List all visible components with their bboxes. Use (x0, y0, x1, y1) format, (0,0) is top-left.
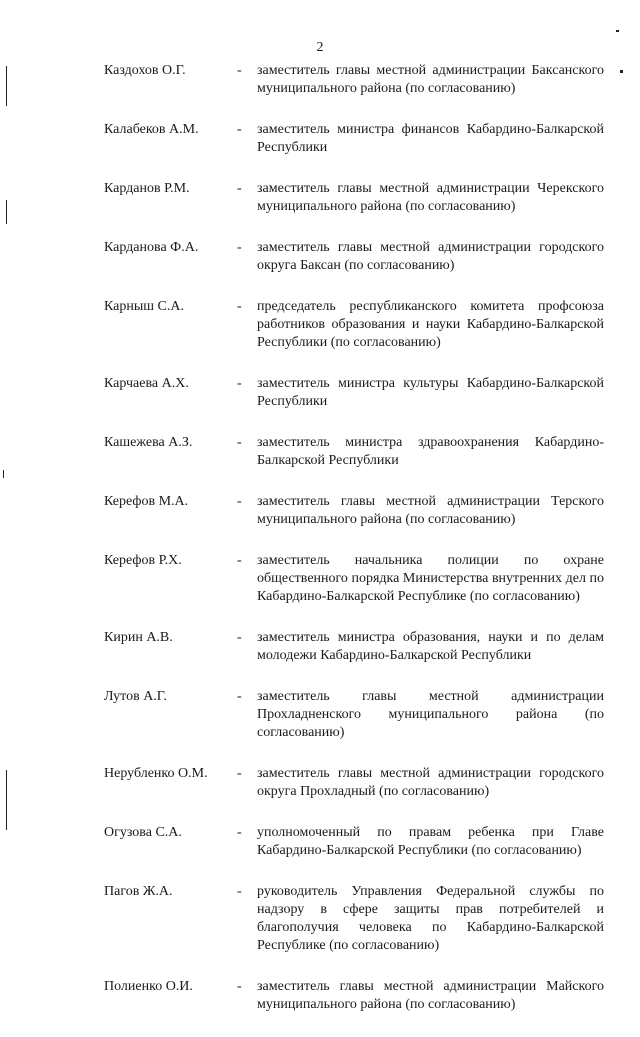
member-entry (104, 493, 604, 529)
member-entry (104, 978, 604, 1014)
member-name: Карданов Р.М. (104, 181, 190, 196)
member-role: уполномоченный по правам ребенка при Главе Кабардино-Балкарской Республики (по согласованию) (257, 825, 604, 858)
member-entry (104, 883, 604, 955)
member-role: руководитель Управления Федеральной службы по надзору в сфере защиты прав потребителей и благополучия человека по Кабардино-Балкарской Республике (по согласованию) (257, 884, 604, 953)
member-entry (104, 688, 604, 742)
scan-edge-mark (3, 470, 4, 478)
dash-separator: - (237, 884, 242, 899)
dash-separator: - (237, 376, 242, 391)
member-role: председатель республиканского комитета профсоюза работников образования и науки Кабардино-Балкарской Республики (по согласованию) (257, 299, 604, 350)
dash-separator: - (237, 689, 242, 704)
member-role: заместитель главы местной администрации городского округа Баксан (по согласованию) (257, 240, 604, 273)
member-name: Огузова С.А. (104, 825, 182, 840)
member-name: Лутов А.Г. (104, 689, 167, 704)
dash-separator: - (237, 181, 242, 196)
member-role: заместитель главы местной администрации Майского муниципального района (по согласованию) (257, 979, 604, 1012)
member-name: Полиенко О.И. (104, 979, 193, 994)
member-name: Кирин А.В. (104, 630, 173, 645)
member-role: заместитель главы местной администрации Терского муниципального района (по согласованию) (257, 494, 604, 527)
dash-separator: - (237, 494, 242, 509)
member-role: заместитель начальника полиции по охране общественного порядка Министерства внутренних дел по Кабардино-Балкарской Республике (по согласованию) (257, 553, 604, 604)
dash-separator: - (237, 435, 242, 450)
member-name: Карчаева А.Х. (104, 376, 189, 391)
member-role: заместитель министра образования, науки и по делам молодежи Кабардино-Балкарской Республики (257, 630, 604, 663)
member-name: Карданова Ф.А. (104, 240, 199, 255)
member-entry (104, 62, 604, 98)
dash-separator: - (237, 825, 242, 840)
member-name: Калабеков А.М. (104, 122, 199, 137)
member-entry (104, 552, 604, 606)
dash-separator: - (237, 766, 242, 781)
member-role: заместитель министра здравоохранения Кабардино-Балкарской Республики (257, 435, 604, 468)
member-role: заместитель главы местной администрации Прохладненского муниципального района (по согласованию) (257, 689, 604, 740)
dash-separator: - (237, 63, 242, 78)
member-name: Кашежева А.З. (104, 435, 193, 450)
member-name: Карныш С.А. (104, 299, 184, 314)
member-role: заместитель главы местной администрации Баксанского муниципального района (по согласованию) (257, 63, 604, 96)
scan-edge-mark (6, 66, 7, 106)
member-entry (104, 824, 604, 860)
member-name: Керефов М.А. (104, 494, 189, 509)
dash-separator: - (237, 979, 242, 994)
member-name: Керефов Р.Х. (104, 553, 182, 568)
dash-separator: - (237, 122, 242, 137)
member-name: Нерубленко О.М. (104, 766, 208, 781)
member-list (104, 62, 604, 1037)
member-entry (104, 180, 604, 216)
member-role: заместитель главы местной администрации городского округа Прохладный (по согласованию) (257, 766, 604, 799)
member-role: заместитель министра финансов Кабардино-Балкарской Республики (257, 122, 604, 155)
member-entry (104, 765, 604, 801)
scan-edge-mark (6, 770, 7, 830)
scan-edge-mark (6, 200, 7, 224)
member-entry (104, 239, 604, 275)
member-entry (104, 375, 604, 411)
dash-separator: - (237, 630, 242, 645)
member-name: Пагов Ж.А. (104, 884, 173, 899)
dash-separator: - (237, 240, 242, 255)
member-name: Каздохов О.Г. (104, 63, 186, 78)
member-entry (104, 629, 604, 665)
member-entry (104, 434, 604, 470)
member-role: заместитель министра культуры Кабардино-Балкарской Республики (257, 376, 604, 409)
member-entry (104, 121, 604, 157)
member-role: заместитель главы местной администрации Черекского муниципального района (по согласованию) (257, 181, 604, 214)
dash-separator: - (237, 553, 242, 568)
page-number: 2 (316, 40, 324, 55)
member-entry (104, 298, 604, 352)
dash-separator: - (237, 299, 242, 314)
scan-edge-mark (616, 30, 619, 32)
scan-edge-mark (620, 70, 623, 73)
